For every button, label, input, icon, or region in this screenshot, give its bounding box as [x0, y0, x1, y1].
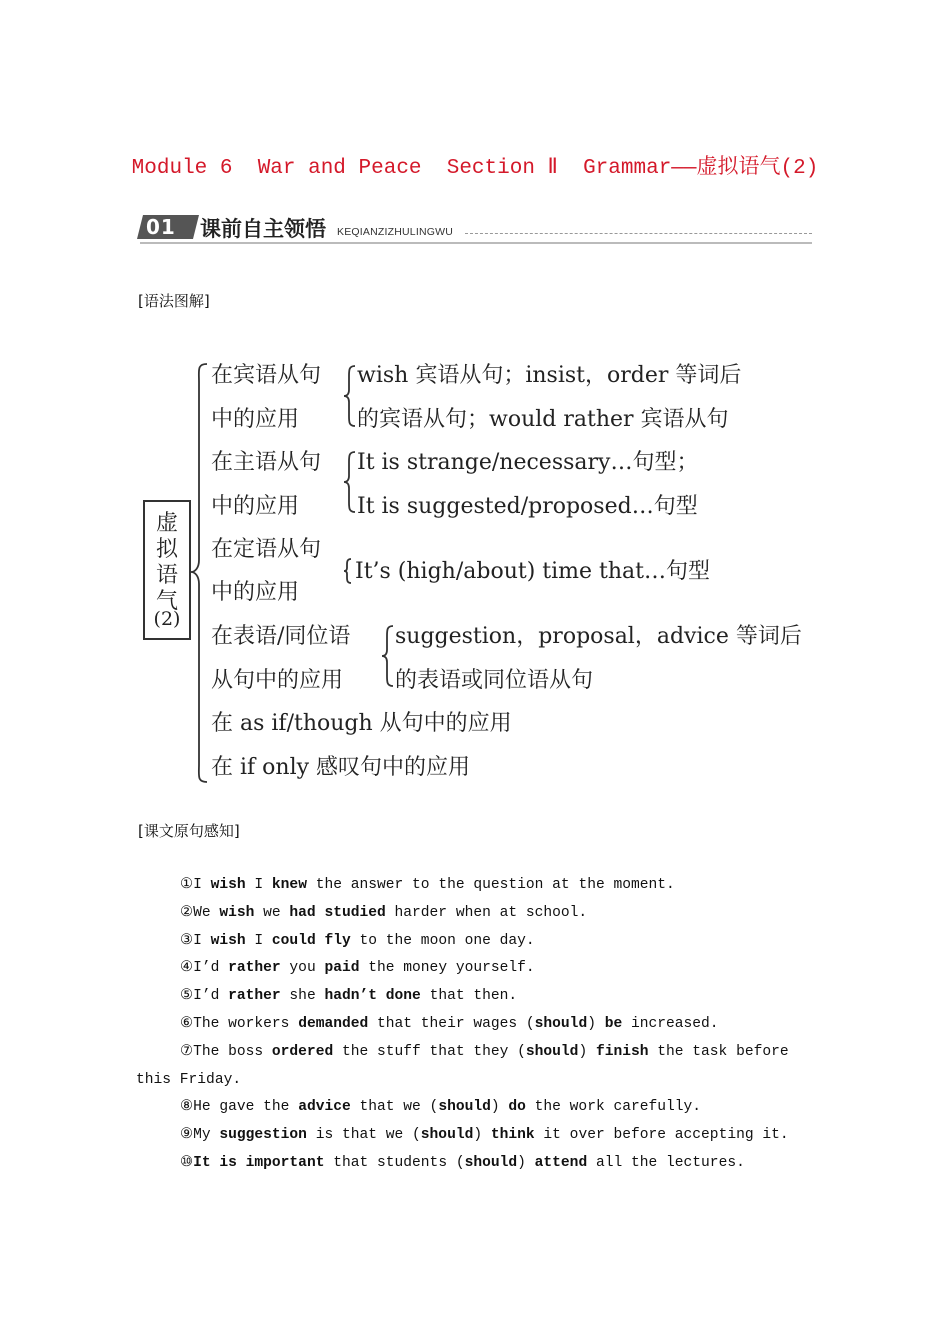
sub-brace-2 [344, 452, 355, 512]
branch-label: 在宾语从句 [211, 363, 322, 388]
highlighted-phrase: ordered [271, 1043, 334, 1060]
section-heading-sentences: [课文原句感知] [138, 822, 240, 840]
sentence-text: the money yourself. [359, 960, 535, 977]
sentence-text: ③I [180, 932, 211, 949]
section-heading-grammar: [语法图解] [138, 292, 210, 310]
grammar-diagram [135, 352, 825, 792]
highlighted-phrase: hadn’t done [324, 988, 421, 1005]
sub-brace-1 [344, 366, 355, 426]
branch-detail: 的宾语从句；would rather 宾语从句 [357, 407, 729, 432]
highlighted-phrase: rather [228, 988, 281, 1005]
branch-detail: suggestion，proposal，advice 等词后 [395, 624, 802, 649]
highlighted-phrase: wish [210, 877, 246, 893]
highlighted-phrase: think [490, 1127, 535, 1144]
sentence-text: that students ( [324, 1154, 465, 1171]
branch-label: 从句中的应用 [211, 668, 344, 693]
branch-label: 在 as if/though 从句中的应用 [211, 711, 512, 736]
highlighted-phrase: rather [228, 960, 281, 977]
main-brace [191, 364, 207, 782]
highlighted-phrase: should [438, 1099, 491, 1116]
highlighted-phrase: demanded [298, 1015, 369, 1032]
highlighted-phrase: should [525, 1043, 579, 1060]
page-title: Module 6 War and Peace Section Ⅱ Grammar——虚拟语气(2) [131, 157, 819, 180]
sentence-text: harder when at school. [385, 904, 588, 921]
highlighted-phrase: should [534, 1015, 588, 1032]
sentence-text: she [280, 988, 325, 1005]
sentence-text: ⑨My [180, 1127, 220, 1144]
example-sentence [136, 1150, 816, 1178]
branch-label: 在表语/同位语 [211, 624, 351, 649]
highlighted-phrase: attend [534, 1154, 588, 1171]
branch-detail: 的表语或同位语从句 [395, 668, 594, 693]
example-sentence [136, 1094, 816, 1122]
highlighted-phrase: It is important [193, 1154, 325, 1171]
sentence-text: we [254, 904, 290, 921]
diagram-root-char: 语 [155, 563, 178, 588]
highlighted-phrase: wish [210, 932, 246, 949]
example-sentence [136, 983, 816, 1011]
banner-dashed-line [465, 233, 812, 234]
sentence-text: the work carefully. [525, 1099, 702, 1116]
diagram-root-char: 虚 [155, 511, 178, 536]
sentence-text: that we ( [350, 1099, 439, 1116]
branch-detail: It is suggested/proposed…句型 [357, 494, 698, 519]
sentence-text: increased. [622, 1015, 719, 1032]
branch-label: 中的应用 [211, 407, 300, 432]
highlighted-phrase: do [508, 1099, 526, 1116]
highlighted-phrase: suggestion [219, 1127, 307, 1144]
sentence-text: that then. [420, 988, 518, 1005]
example-sentence [136, 900, 816, 928]
example-sentence [136, 1122, 816, 1150]
banner-underline [140, 242, 812, 244]
branch-label: 在定语从句 [211, 537, 322, 562]
sentence-text: ⑦The boss [180, 1043, 272, 1060]
banner-title: 课前自主领悟 [200, 217, 326, 241]
sub-brace-4 [382, 626, 393, 686]
banner-number: 01 [146, 215, 176, 239]
sentence-text: ①I [180, 877, 211, 893]
branch-label: 在 if only 感叹句中的应用 [211, 755, 471, 780]
sentence-text: ⑩ [180, 1154, 194, 1171]
example-sentence [136, 872, 816, 900]
banner-subtitle: KEQIANZIZHULINGWU [337, 226, 453, 238]
diagram-root-char: 拟 [155, 537, 178, 562]
section-banner [140, 211, 812, 245]
sub-brace-3 [344, 559, 351, 583]
example-sentence [136, 955, 816, 983]
highlighted-phrase: be [604, 1015, 623, 1032]
branch-detail: wish 宾语从句；insist，order 等词后 [357, 363, 742, 388]
highlighted-phrase: should [464, 1154, 518, 1171]
highlighted-phrase: advice [298, 1099, 351, 1116]
sentence-text: ) [587, 1015, 605, 1032]
branch-label: 中的应用 [211, 494, 300, 519]
branch-label: 在主语从句 [211, 450, 322, 475]
branch-label: 中的应用 [211, 580, 300, 605]
example-sentence [136, 1011, 816, 1039]
sentence-text: is that we ( [306, 1127, 421, 1144]
sentence-text: to the moon one day. [350, 932, 535, 949]
sentence-text: ②We [180, 904, 220, 921]
sentence-text: I [245, 877, 272, 893]
example-sentence [136, 928, 816, 956]
sentence-text: I [245, 932, 272, 949]
sentence-text: ④I’d [180, 960, 229, 977]
sentence-text: ) [578, 1043, 596, 1060]
sentence-text: all the lectures. [587, 1154, 745, 1171]
diagram-root-char: 气 [155, 589, 178, 614]
highlighted-phrase: wish [219, 904, 255, 921]
sentence-text: it over before accepting it. [534, 1127, 789, 1144]
branch-detail: It’s (high/about) time that…句型 [355, 559, 711, 584]
highlighted-phrase: knew [271, 877, 307, 893]
highlighted-phrase: finish [595, 1043, 649, 1060]
sentence-text: ⑧He gave the [180, 1099, 299, 1116]
sentence-text: that their wages ( [368, 1015, 535, 1032]
sentence-text: ⑥The workers [180, 1015, 299, 1032]
sentence-text: the task before this Friday. [136, 1043, 798, 1088]
branch-detail: It is strange/necessary…句型； [357, 450, 699, 475]
highlighted-phrase: could fly [271, 932, 351, 949]
sentence-text: the answer to the question at the moment. [306, 877, 675, 893]
highlighted-phrase: paid [324, 960, 360, 977]
example-sentence [136, 1039, 816, 1095]
sentence-text: ) [490, 1099, 509, 1116]
sentence-text: ) [517, 1154, 535, 1171]
highlighted-phrase: had studied [289, 904, 386, 921]
sentence-text: ⑤I’d [180, 988, 229, 1005]
example-sentence-list [136, 872, 816, 1178]
diagram-root-char: (2) [153, 608, 181, 630]
sentence-text: the stuff that they ( [333, 1043, 526, 1060]
sentence-text: ) [473, 1127, 491, 1144]
sentence-text: you [280, 960, 325, 977]
highlighted-phrase: should [420, 1127, 474, 1144]
